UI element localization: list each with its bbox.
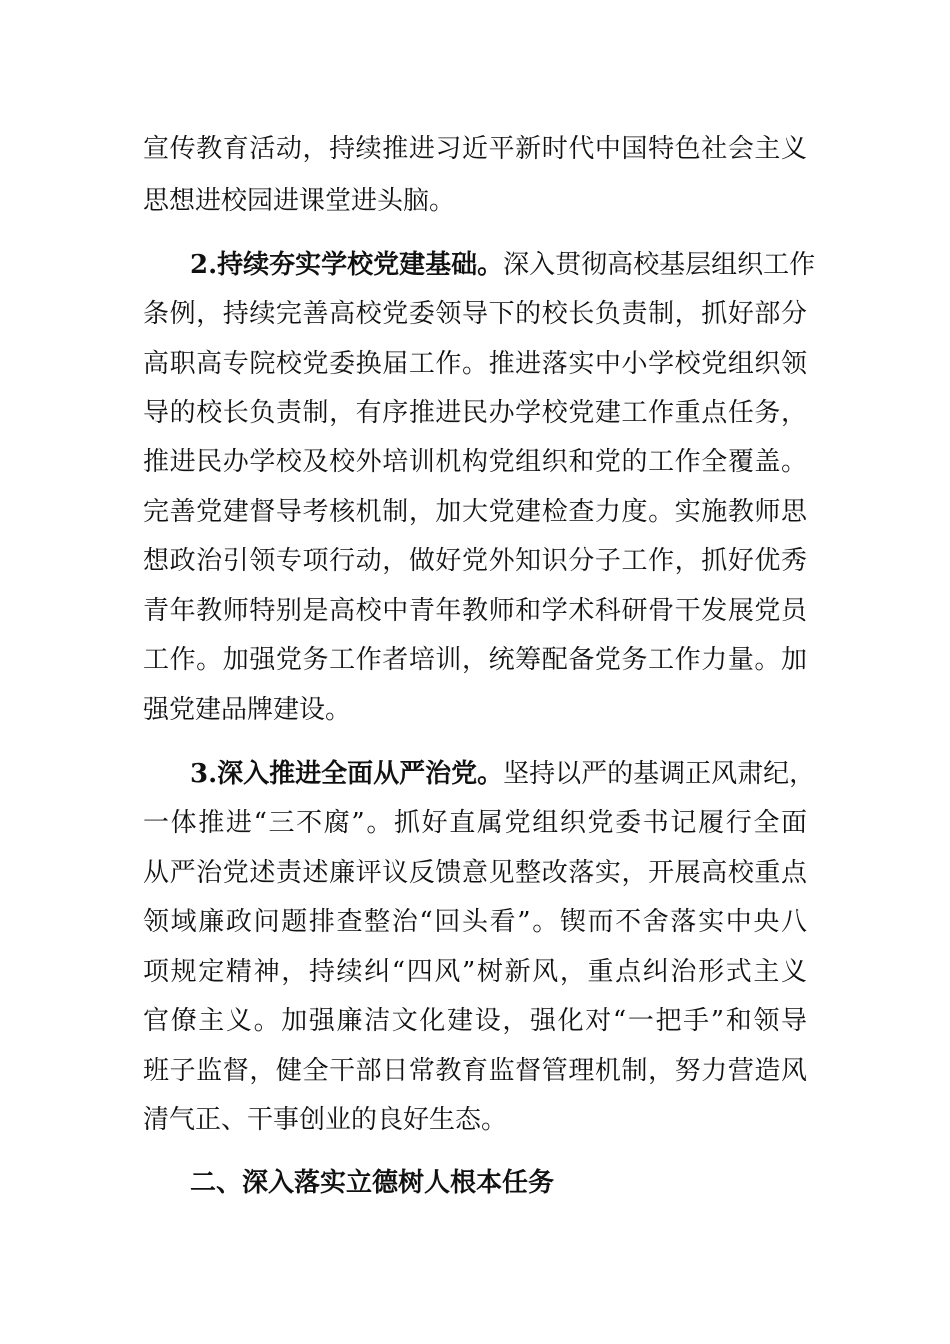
line-text: 推进民办学校及校外培训机构党组织和党的工作全覆盖。	[143, 447, 807, 477]
line-text: 高职高专院校党委换届工作。推进落实中小学校党组织领	[143, 349, 807, 379]
paragraph-line	[0, 344, 950, 384]
line-text: 宣传教育活动，持续推进习近平新时代中国特色社会主义	[143, 134, 807, 164]
paragraph-line	[0, 591, 950, 631]
paragraph-line	[0, 393, 950, 433]
line-text: 班子监督，健全干部日常教育监督管理机制，努力营造风	[143, 1056, 807, 1086]
paragraph-line	[0, 640, 950, 680]
section-2-first-line-rest: 深入贯彻高校基层组织工作	[503, 250, 816, 280]
paragraph-line	[0, 952, 950, 992]
paragraph-line	[0, 129, 950, 169]
paragraph-line	[0, 803, 950, 843]
paragraph-line	[0, 541, 950, 581]
paragraph-line	[0, 1100, 950, 1140]
section-3-title: 3.深入推进全面从严治党。	[190, 759, 504, 789]
line-text: 官僚主义。加强廉洁文化建设，强化对“一把手”和领导	[143, 1006, 807, 1036]
paragraph-line	[0, 902, 950, 942]
line-text: 思想进校园进课堂进头脑。	[143, 186, 456, 216]
line-text: 从严治党述责述廉评议反馈意见整改落实，开展高校重点	[143, 858, 807, 888]
line-text: 清气正、干事创业的良好生态。	[143, 1105, 508, 1135]
line-text: 项规定精神，持续纠“四风”树新风，重点纠治形式主义	[143, 957, 807, 987]
paragraph-line	[0, 294, 950, 334]
line-text: 想政治引领专项行动，做好党外知识分子工作，抓好优秀	[143, 546, 807, 576]
line-text: 领域廉政问题排查整治“回头看”。锲而不舍落实中央八	[143, 907, 807, 937]
line-text: 完善党建督导考核机制，加大党建检查力度。实施教师思	[143, 497, 807, 527]
line-text: 青年教师特别是高校中青年教师和学术科研骨干发展党员	[143, 596, 807, 626]
paragraph-line	[0, 1001, 950, 1041]
line-text: 强党建品牌建设。	[143, 695, 352, 725]
paragraph-line	[0, 181, 950, 221]
section-3-first-line	[0, 754, 950, 794]
line-text: 一体推进“三不腐”。抓好直属党组织党委书记履行全面	[143, 808, 807, 838]
line-text	[190, 245, 816, 285]
line-text	[190, 754, 816, 794]
paragraph-line	[0, 492, 950, 532]
section-heading	[0, 1163, 950, 1203]
line-text: 条例，持续完善高校党委领导下的校长负责制，抓好部分	[143, 299, 807, 329]
section-3-first-line-rest: 坚持以严的基调正风肃纪，	[503, 759, 816, 789]
paragraph-line	[0, 690, 950, 730]
paragraph-line	[0, 853, 950, 893]
paragraph-line	[0, 1051, 950, 1091]
section-2-first-line	[0, 245, 950, 285]
line-text: 导的校长负责制，有序推进民办学校党建工作重点任务，	[143, 398, 807, 428]
line-text: 工作。加强党务工作者培训，统筹配备党务工作力量。加	[143, 645, 807, 675]
paragraph-line	[0, 442, 950, 482]
section-heading-text: 二、深入落实立德树人根本任务	[190, 1168, 555, 1198]
section-2-title: 2.持续夯实学校党建基础。	[190, 250, 504, 280]
